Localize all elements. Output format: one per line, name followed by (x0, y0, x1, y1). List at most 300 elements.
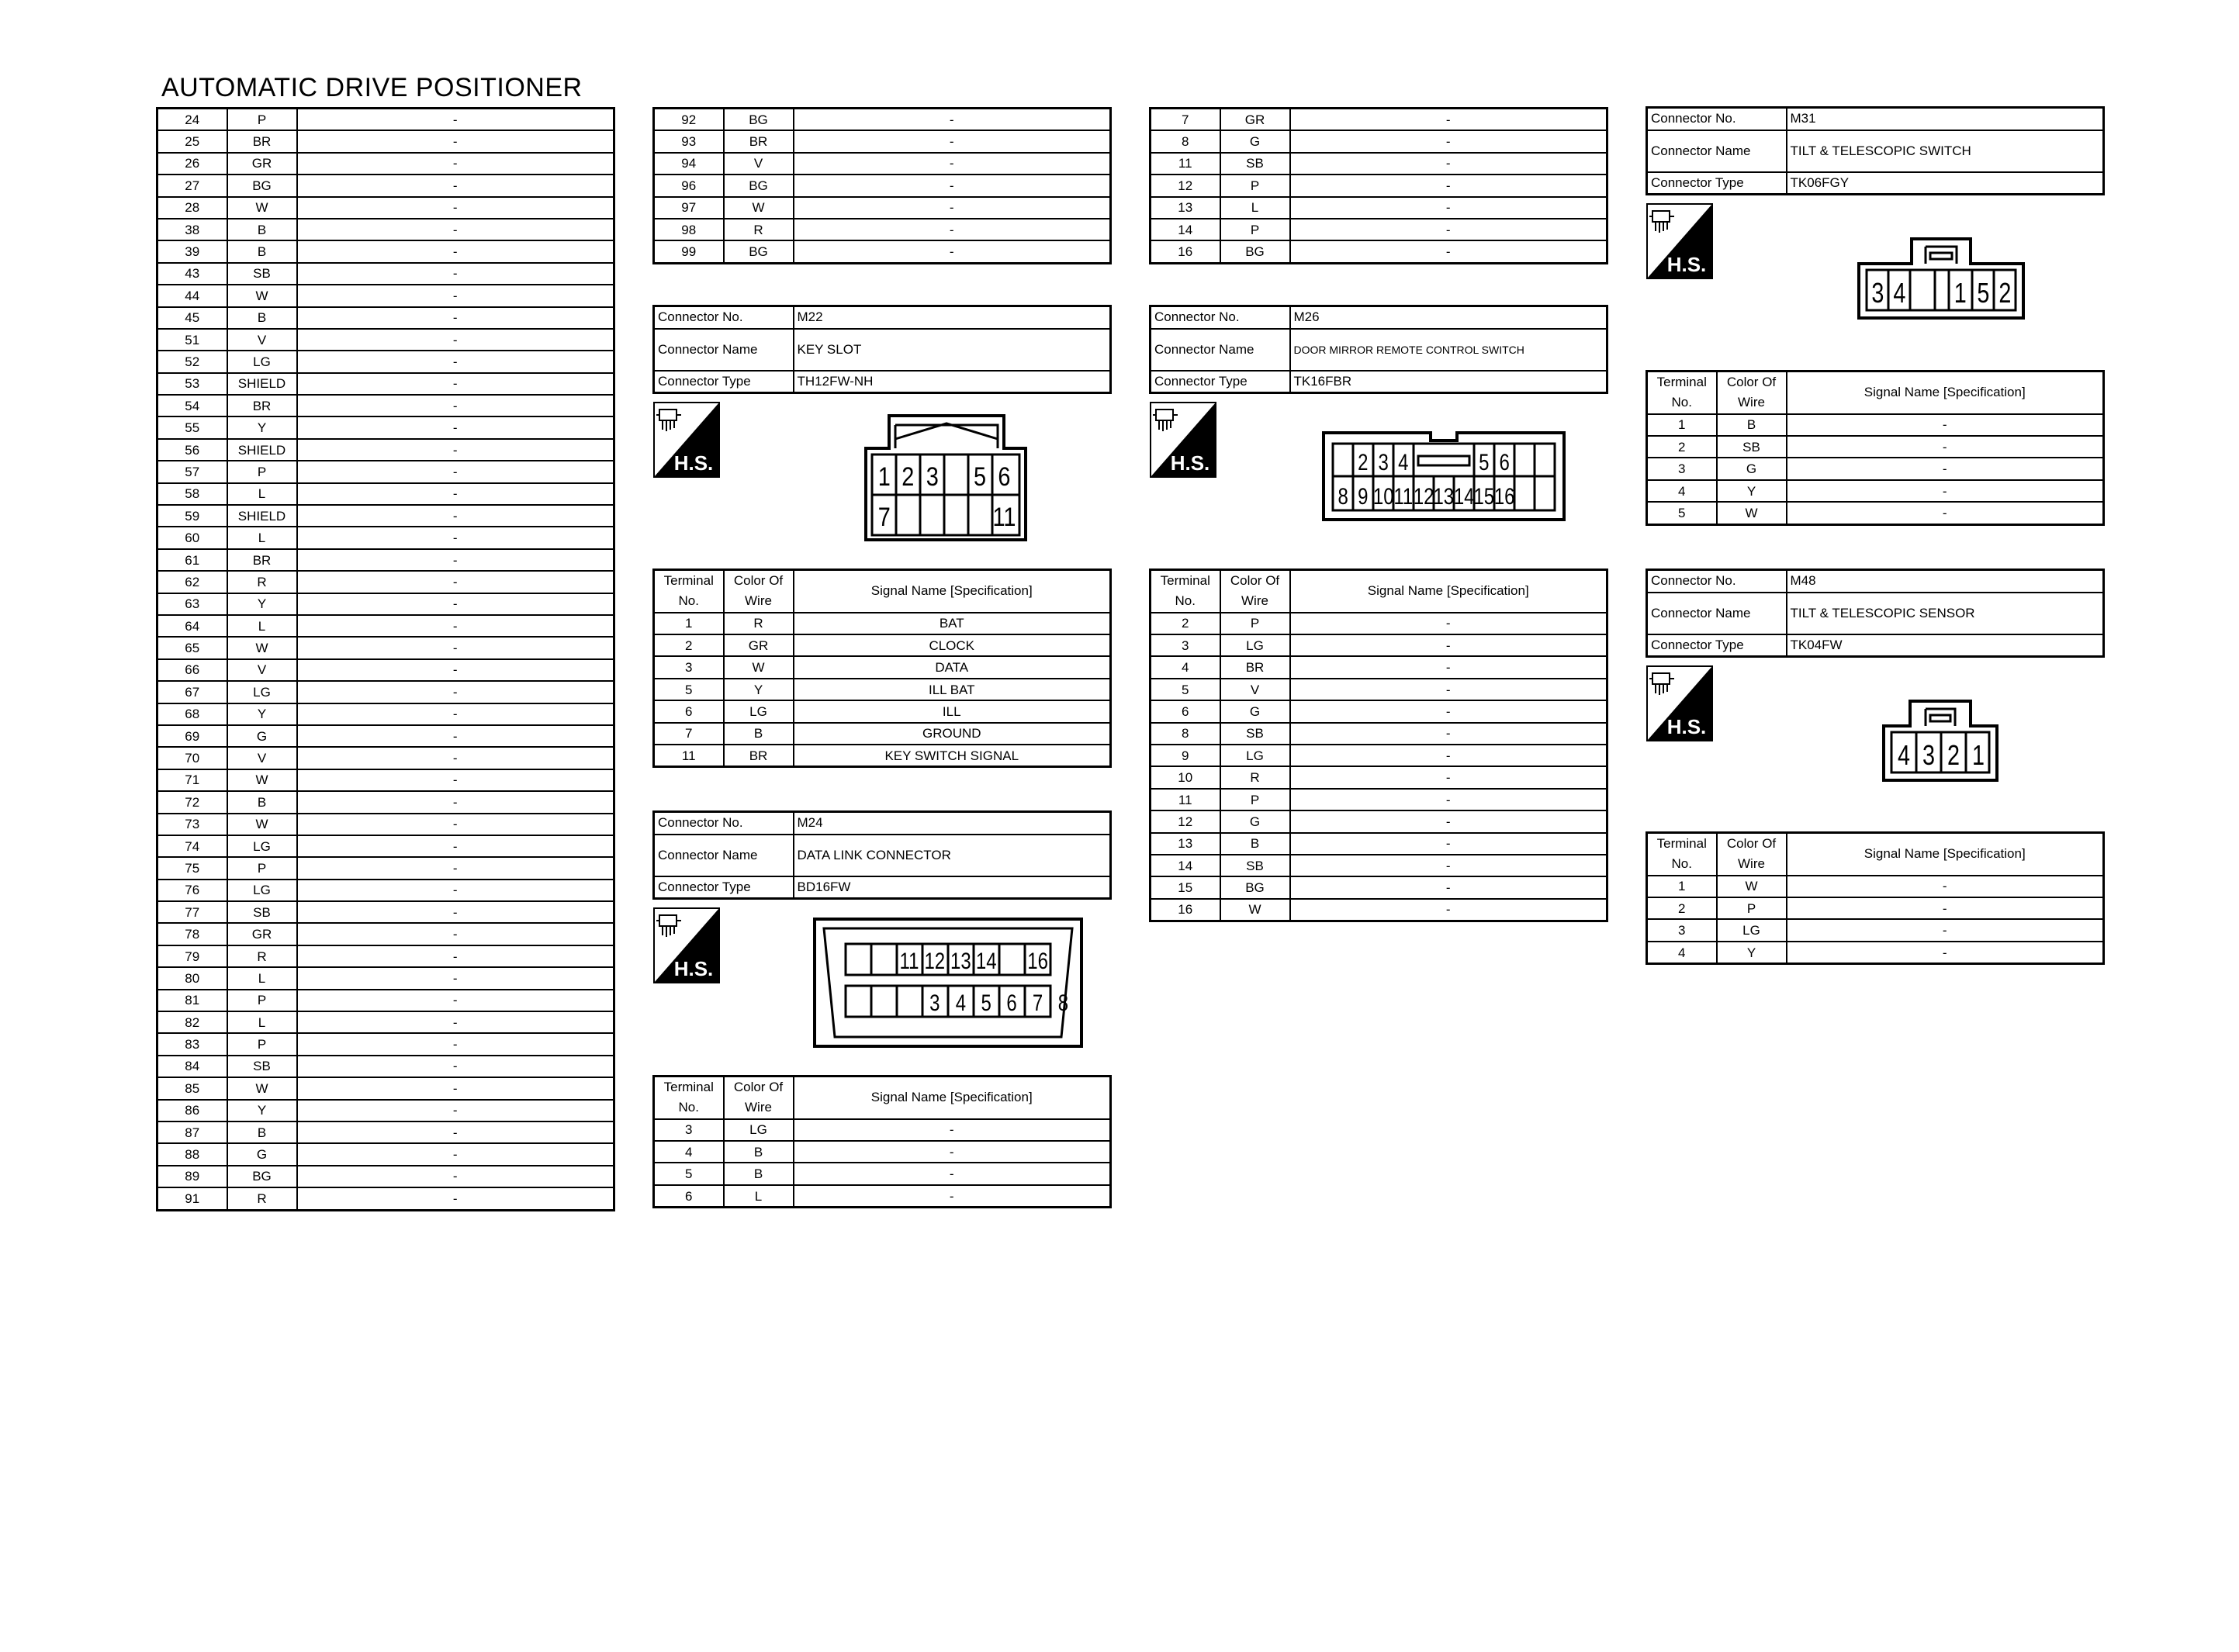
terminal-no-cell: 28 (157, 197, 227, 219)
connector-type-label: Connector Type (654, 876, 794, 899)
wire-color-cell: R (227, 571, 297, 593)
signal-name-cell: - (1787, 414, 2104, 436)
hs-harness-side-icon (653, 402, 720, 478)
wire-color-cell: B (227, 219, 297, 240)
terminal-no-cell: 96 (654, 175, 724, 196)
terminal-no-cell: 57 (157, 461, 227, 482)
m26-pin: 12 (1413, 482, 1434, 510)
m24-pin: 14 (975, 947, 997, 974)
terminal-no-cell: 77 (157, 901, 227, 923)
m22-pin: 6 (998, 461, 1011, 492)
wire-color-cell: BG (724, 240, 794, 263)
signal-name-header: Signal Name [Specification] (1290, 570, 1607, 613)
terminal-no-cell: 1 (1647, 876, 1717, 897)
table-row (654, 679, 1111, 700)
wire-color-cell: G (1220, 700, 1290, 722)
signal-name-cell: - (297, 857, 614, 879)
hs-label: H.S. (673, 451, 714, 475)
table-row (1647, 897, 2104, 919)
signal-name-cell: - (1290, 876, 1607, 898)
connector-type-label: Connector Type (654, 371, 794, 393)
table-row (157, 109, 614, 131)
signal-name-cell: - (297, 175, 614, 196)
signal-name-cell: - (297, 1143, 614, 1165)
signal-name-cell: - (297, 814, 614, 835)
m26-pin: 10 (1372, 482, 1394, 510)
terminal-no-cell: 15 (1151, 876, 1220, 898)
signal-name-cell: CLOCK (794, 634, 1111, 656)
wire-color-cell: W (227, 769, 297, 791)
table-row (1151, 197, 1607, 219)
table-row (157, 659, 614, 681)
table-row (157, 769, 614, 791)
m22-pin: 1 (877, 461, 891, 492)
signal-name-cell: - (794, 1163, 1111, 1184)
m24-pin: 6 (1006, 989, 1017, 1016)
wire-color-cell: W (227, 637, 297, 658)
wire-color-cell: R (724, 613, 794, 634)
terminal-no-cell: 5 (1151, 679, 1220, 700)
terminal-no-cell: 5 (654, 679, 724, 700)
wire-color-cell: P (1220, 789, 1290, 810)
signal-name-cell: - (297, 1056, 614, 1077)
table-row (157, 483, 614, 505)
wire-color-cell: B (1220, 833, 1290, 855)
hs-harness-side-icon (1150, 402, 1216, 478)
m26-connector-type: TK16FBR (1290, 371, 1607, 393)
signal-name-cell: - (297, 923, 614, 945)
wire-color-cell: L (227, 1011, 297, 1033)
hs-harness-side-icon (653, 907, 720, 983)
signal-name-cell: ILL BAT (794, 679, 1111, 700)
terminal-no-cell: 94 (654, 153, 724, 175)
connector-no-label: Connector No. (654, 306, 794, 329)
signal-name-cell: - (297, 153, 614, 175)
wire-color-cell: P (227, 109, 297, 131)
wire-color-cell: BR (227, 130, 297, 152)
signal-name-cell: - (1787, 876, 2104, 897)
wire-color-cell: L (1220, 197, 1290, 219)
wire-color-cell: P (227, 1033, 297, 1055)
table-row (1647, 414, 2104, 436)
signal-name-cell: - (1290, 656, 1607, 678)
signal-name-cell: - (794, 1141, 1111, 1163)
wire-color-cell: B (1717, 414, 1787, 436)
table-row (654, 130, 1111, 152)
wire-color-cell: LG (1220, 634, 1290, 656)
table-row (654, 634, 1111, 656)
table-row (1647, 876, 2104, 897)
terminal-no-cell: 4 (1647, 480, 1717, 502)
table-row (654, 240, 1111, 263)
table-row (1151, 789, 1607, 810)
m48-pin: 2 (1947, 738, 1960, 771)
wire-color-cell: W (1717, 876, 1787, 897)
signal-name-header: Signal Name [Specification] (1787, 833, 2104, 876)
m48-connector-type: TK04FW (1787, 634, 2104, 657)
wire-color-cell: L (227, 967, 297, 989)
signal-name-cell: - (297, 1121, 614, 1143)
wire-color-cell: G (1717, 458, 1787, 479)
wire-color-cell: W (724, 656, 794, 678)
signal-name-cell: - (1290, 109, 1607, 131)
terminal-no-cell: 7 (1151, 109, 1220, 131)
table-row (157, 571, 614, 593)
terminal-no-cell: 24 (157, 109, 227, 131)
terminal-no-cell: 2 (1647, 436, 1717, 458)
table-row (1151, 634, 1607, 656)
terminal-no-cell: 53 (157, 373, 227, 395)
table-row (157, 307, 614, 329)
m48-pin: 3 (1922, 738, 1936, 771)
table-row (157, 814, 614, 835)
wire-color-cell: SB (1220, 723, 1290, 745)
table-row (1151, 855, 1607, 876)
signal-name-cell: - (1787, 942, 2104, 964)
table-row (1151, 700, 1607, 722)
terminal-no-cell: 6 (1151, 700, 1220, 722)
signal-name-cell: - (297, 240, 614, 262)
wire-color-cell: SHIELD (227, 505, 297, 527)
terminal-no-cell: 82 (157, 1011, 227, 1033)
terminal-no-cell: 65 (157, 637, 227, 658)
signal-name-cell: - (1290, 240, 1607, 263)
table-row (1647, 919, 2104, 941)
terminal-no-cell: 78 (157, 923, 227, 945)
table-row (157, 703, 614, 725)
terminal-no-cell: 1 (1647, 414, 1717, 436)
terminal-no-cell: 5 (1647, 502, 1717, 524)
m24-connector-name: DATA LINK CONNECTOR (794, 835, 1111, 876)
wire-color-cell: LG (724, 1119, 794, 1141)
wire-color-cell: P (1717, 897, 1787, 919)
signal-name-cell: - (1290, 745, 1607, 766)
col3-pin-table (1149, 107, 1608, 264)
connector-name-label: Connector Name (1151, 329, 1290, 371)
hs-harness-side-icon (1646, 665, 1713, 741)
table-row (157, 416, 614, 438)
page-title: AUTOMATIC DRIVE POSITIONER (161, 73, 583, 102)
signal-name-cell: - (297, 1077, 614, 1099)
signal-name-cell: - (1787, 897, 2104, 919)
wire-color-cell: B (227, 240, 297, 262)
signal-name-cell: - (297, 1187, 614, 1210)
wire-color-cell: P (227, 461, 297, 482)
table-row (654, 197, 1111, 219)
wire-color-cell: Y (227, 416, 297, 438)
signal-name-cell: - (1290, 153, 1607, 175)
terminal-no-cell: 63 (157, 593, 227, 615)
signal-name-cell: - (297, 505, 614, 527)
table-row (157, 240, 614, 262)
table-row (157, 681, 614, 703)
wire-color-cell: V (227, 329, 297, 351)
signal-name-header: Signal Name [Specification] (1787, 372, 2104, 414)
m48-pin: 1 (1971, 738, 1985, 771)
terminal-no-cell: 98 (654, 219, 724, 240)
terminal-no-cell: 45 (157, 307, 227, 329)
table-row (654, 219, 1111, 240)
table-row (654, 723, 1111, 745)
color-of-wire-header: Color Of Wire (1717, 833, 1787, 876)
signal-name-cell: - (794, 219, 1111, 240)
terminal-no-cell: 13 (1151, 833, 1220, 855)
wire-color-cell: V (227, 659, 297, 681)
signal-name-cell: - (297, 990, 614, 1011)
table-row (157, 857, 614, 879)
table-row (1151, 876, 1607, 898)
signal-name-cell: - (297, 263, 614, 285)
terminal-no-cell: 70 (157, 747, 227, 769)
terminal-no-cell: 39 (157, 240, 227, 262)
connector-no-label: Connector No. (1647, 570, 1787, 593)
m31-connector-info (1646, 106, 2105, 195)
wire-color-cell: W (227, 197, 297, 219)
m24-pin: 3 (929, 989, 940, 1016)
terminal-no-cell: 2 (1647, 897, 1717, 919)
terminal-no-cell: 85 (157, 1077, 227, 1099)
wire-color-cell: Y (1717, 480, 1787, 502)
wire-color-cell: R (227, 945, 297, 967)
table-row (157, 329, 614, 351)
m31-pin: 4 (1893, 276, 1906, 309)
terminal-no-cell: 87 (157, 1121, 227, 1143)
wire-color-cell: GR (1220, 109, 1290, 131)
m26-pin: 8 (1338, 482, 1348, 510)
m26-pin: 15 (1473, 482, 1495, 510)
m24-pin: 7 (1032, 989, 1043, 1016)
m31-pin: 1 (1954, 276, 1967, 309)
signal-name-cell: KEY SWITCH SIGNAL (794, 745, 1111, 767)
m22-pin: 11 (992, 501, 1016, 532)
wire-color-cell: SB (1717, 436, 1787, 458)
m24-signal-table (652, 1075, 1112, 1208)
m22-connector-type: TH12FW-NH (794, 371, 1111, 393)
m26-pin: 4 (1398, 448, 1409, 475)
terminal-no-cell: 88 (157, 1143, 227, 1165)
signal-name-cell: - (297, 549, 614, 571)
wire-color-cell: V (1220, 679, 1290, 700)
m26-pin: 11 (1393, 482, 1414, 510)
signal-name-cell: - (1290, 197, 1607, 219)
table-row (157, 153, 614, 175)
m24-pin: 5 (981, 989, 991, 1016)
m26-pin: 9 (1358, 482, 1369, 510)
m26-signal-table (1149, 569, 1608, 922)
terminal-no-cell: 6 (654, 1185, 724, 1208)
terminal-no-cell: 60 (157, 527, 227, 548)
signal-name-cell: - (297, 945, 614, 967)
wire-color-cell: W (227, 285, 297, 306)
wire-color-cell: LG (1220, 745, 1290, 766)
wire-color-cell: SB (1220, 855, 1290, 876)
m31-pin: 2 (1998, 276, 2012, 309)
m31-connector-no: M31 (1787, 108, 2104, 130)
table-row (157, 175, 614, 196)
signal-name-cell: - (297, 637, 614, 658)
m24-pin: 16 (1027, 947, 1048, 974)
signal-name-cell: - (297, 791, 614, 813)
m48-pin: 4 (1897, 738, 1911, 771)
signal-name-cell: - (297, 769, 614, 791)
table-row (157, 880, 614, 901)
signal-name-cell: - (297, 373, 614, 395)
table-row (157, 945, 614, 967)
table-row (157, 923, 614, 945)
m22-connector-no: M22 (794, 306, 1111, 329)
signal-name-cell: - (297, 615, 614, 637)
table-row (1151, 679, 1607, 700)
terminal-no-cell: 7 (654, 723, 724, 745)
table-row (157, 1056, 614, 1077)
table-row (157, 1011, 614, 1033)
wire-color-cell: G (227, 725, 297, 747)
wire-color-cell: SB (227, 901, 297, 923)
table-row (157, 461, 614, 482)
terminal-no-cell: 38 (157, 219, 227, 240)
signal-name-cell: - (1290, 723, 1607, 745)
signal-name-cell: - (794, 1185, 1111, 1208)
terminal-no-header: Terminal No. (1647, 833, 1717, 876)
table-row (157, 747, 614, 769)
signal-name-cell: - (1290, 833, 1607, 855)
signal-name-cell: - (297, 725, 614, 747)
table-row (157, 263, 614, 285)
table-row (157, 835, 614, 857)
terminal-no-cell: 12 (1151, 175, 1220, 196)
wire-color-cell: B (724, 1141, 794, 1163)
signal-name-cell: - (297, 747, 614, 769)
table-row (654, 613, 1111, 634)
wire-color-cell: P (227, 857, 297, 879)
connector-type-label: Connector Type (1151, 371, 1290, 393)
table-row (654, 745, 1111, 767)
signal-name-cell: - (297, 351, 614, 372)
terminal-no-cell: 11 (654, 745, 724, 767)
terminal-no-cell: 8 (1151, 723, 1220, 745)
m26-pin: 2 (1358, 448, 1369, 475)
wire-color-cell: G (1220, 130, 1290, 152)
terminal-no-cell: 3 (654, 656, 724, 678)
terminal-no-cell: 4 (654, 1141, 724, 1163)
table-row (157, 130, 614, 152)
table-row (157, 1033, 614, 1055)
terminal-no-cell: 99 (654, 240, 724, 263)
m24-pin: 8 (1057, 989, 1069, 1016)
terminal-no-cell: 16 (1151, 240, 1220, 263)
signal-name-cell: - (1290, 855, 1607, 876)
terminal-no-cell: 11 (1151, 153, 1220, 175)
wire-color-cell: B (724, 723, 794, 745)
m31-connector-type: TK06FGY (1787, 172, 2104, 195)
wire-color-cell: BR (227, 549, 297, 571)
table-row (654, 175, 1111, 196)
m22-pin: 5 (973, 461, 987, 492)
table-row (157, 197, 614, 219)
table-row (654, 153, 1111, 175)
terminal-no-cell: 73 (157, 814, 227, 835)
table-row (157, 637, 614, 658)
table-row (157, 285, 614, 306)
wire-color-cell: R (1220, 766, 1290, 788)
m48-connector-name: TILT & TELESCOPIC SENSOR (1787, 593, 2104, 634)
signal-name-cell: - (297, 307, 614, 329)
signal-name-cell: - (297, 395, 614, 416)
wire-color-cell: BR (724, 745, 794, 767)
table-row (157, 593, 614, 615)
wire-color-cell: L (227, 615, 297, 637)
terminal-no-cell: 55 (157, 416, 227, 438)
signal-name-cell: - (794, 197, 1111, 219)
wire-color-cell: LG (227, 681, 297, 703)
terminal-no-cell: 64 (157, 615, 227, 637)
m22-pin: 2 (901, 461, 915, 492)
m26-pin: 13 (1433, 482, 1455, 510)
table-row (1151, 833, 1607, 855)
table-row (1151, 153, 1607, 175)
color-of-wire-header: Color Of Wire (1717, 372, 1787, 414)
signal-name-cell: - (1290, 766, 1607, 788)
m24-pin: 13 (950, 947, 971, 974)
terminal-no-cell: 14 (1151, 855, 1220, 876)
table-row (157, 373, 614, 395)
terminal-no-cell: 67 (157, 681, 227, 703)
m26-connector-no: M26 (1290, 306, 1607, 329)
signal-name-cell: - (794, 175, 1111, 196)
terminal-no-cell: 72 (157, 791, 227, 813)
wire-color-cell: BG (227, 1166, 297, 1187)
table-row (1647, 436, 2104, 458)
wire-color-cell: R (227, 1187, 297, 1210)
wire-color-cell: B (227, 791, 297, 813)
m31-connector-name: TILT & TELESCOPIC SWITCH (1787, 130, 2104, 172)
wire-color-cell: W (227, 1077, 297, 1099)
signal-name-cell: - (1290, 789, 1607, 810)
m24-pin: 4 (955, 989, 967, 1016)
terminal-no-cell: 58 (157, 483, 227, 505)
wire-color-cell: G (1220, 810, 1290, 832)
wire-color-cell: Y (227, 1100, 297, 1121)
wire-color-cell: V (227, 747, 297, 769)
table-row (654, 1119, 1111, 1141)
m31-pin: 5 (1977, 276, 1990, 309)
connector-name-label: Connector Name (1647, 130, 1787, 172)
m31-connector-face-diagram (1857, 237, 2025, 320)
table-row (654, 1163, 1111, 1184)
m26-connector-face-diagram (1322, 430, 1566, 523)
terminal-no-cell: 8 (1151, 130, 1220, 152)
terminal-no-cell: 91 (157, 1187, 227, 1210)
connector-no-label: Connector No. (654, 812, 794, 835)
signal-name-cell: - (297, 681, 614, 703)
signal-name-cell: - (794, 153, 1111, 175)
terminal-no-cell: 43 (157, 263, 227, 285)
signal-name-cell: - (1787, 458, 2104, 479)
table-row (1151, 899, 1607, 921)
terminal-no-cell: 12 (1151, 810, 1220, 832)
color-of-wire-header: Color Of Wire (724, 570, 794, 613)
m48-connector-info (1646, 569, 2105, 658)
signal-name-cell: - (1290, 899, 1607, 921)
table-row (1151, 175, 1607, 196)
wire-color-cell: SB (227, 263, 297, 285)
table-row (157, 439, 614, 461)
terminal-no-cell: 2 (654, 634, 724, 656)
signal-name-cell: - (1787, 480, 2104, 502)
terminal-no-cell: 80 (157, 967, 227, 989)
m22-connector-name: KEY SLOT (794, 329, 1111, 371)
terminal-no-cell: 86 (157, 1100, 227, 1121)
